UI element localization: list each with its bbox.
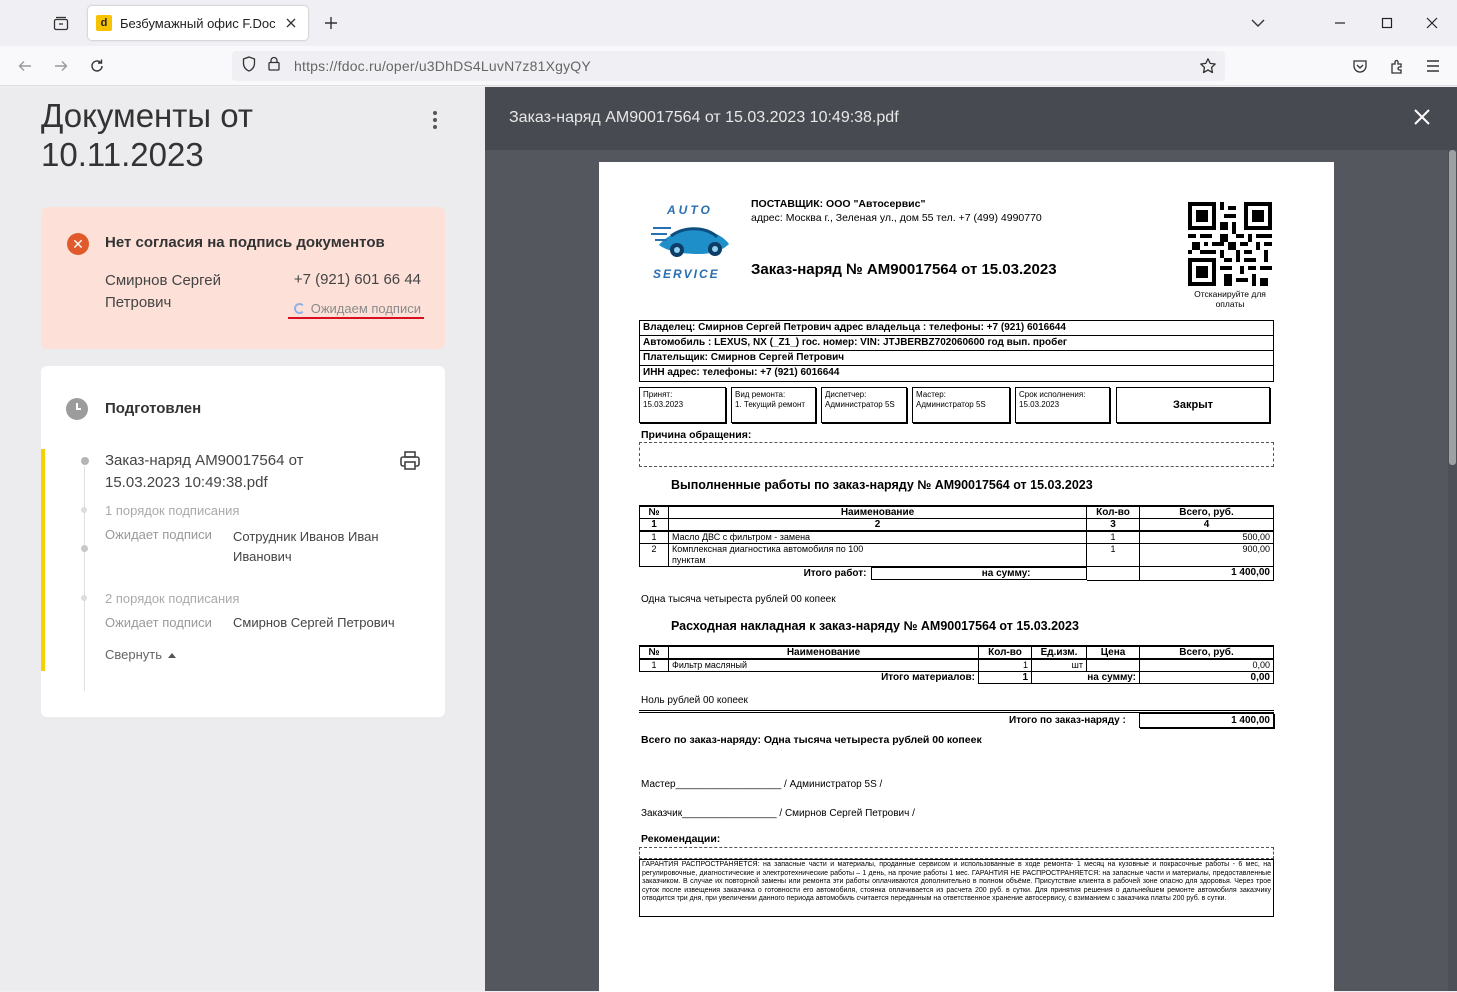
- scrollbar-thumb[interactable]: [1449, 150, 1456, 465]
- active-marker: [41, 449, 45, 671]
- collapse-button[interactable]: [105, 647, 176, 662]
- order1-dot: [81, 507, 87, 513]
- signing-card: [41, 366, 445, 717]
- card-status: Подготовлен: [105, 400, 202, 417]
- works-table: № Наименование Кол-во Всего, руб. 1 2 3 4 1 Масло ДВС с фильтром - замена 1 500,00 2 Комплексная диагностика автомобиля по 100 пунктам 1 900,00 Итого работ: на сумму: 1 400,00: [639, 505, 1274, 581]
- consent-alert: [41, 207, 445, 349]
- page-title: Документы от 10.11.2023: [41, 97, 254, 173]
- doc-address: адрес: Москва г., Зеленая ул., дом 55 тел. +7 (499) 4990770: [751, 212, 1042, 224]
- order2-dot: [81, 595, 87, 601]
- alert-title: Нет согласия на подпись документов: [105, 234, 385, 251]
- info-box-dispatcher: Диспетчер: Администратор 5S: [821, 387, 907, 423]
- grand-total-words: Всего по заказ-наряду: Одна тысяча четыреста рублей 00 копеек: [641, 734, 982, 746]
- table-row: 1 Масло ДВС с фильтром - замена 1 500,00: [640, 531, 1274, 544]
- doc-title: Заказ-наряд № АМ90017564 от 15.03.2023: [751, 261, 1057, 278]
- menu-icon[interactable]: [1421, 54, 1445, 78]
- viewer-header: [485, 87, 1457, 150]
- qr-code-icon: [1188, 202, 1272, 286]
- url-text[interactable]: https://fdoc.ru/oper/u3DhDS4LuvN7z81XgyQY: [294, 58, 591, 74]
- materials-title: Расходная накладная к заказ-наряду № АМ90017564 от 15.03.2023: [671, 619, 1079, 633]
- extensions-icon[interactable]: [1385, 54, 1409, 78]
- forward-icon[interactable]: [49, 54, 73, 78]
- browser-tab[interactable]: [88, 6, 308, 40]
- viewer-title: Заказ-наряд АМ90017564 от 15.03.2023 10:49:38.pdf: [509, 109, 899, 126]
- collapse-label: Свернуть: [105, 647, 163, 662]
- works-total-words: Одна тысяча четыреста рублей 00 копеек: [641, 594, 836, 605]
- print-icon[interactable]: [399, 450, 423, 474]
- svg-text:AUTO: AUTO: [667, 203, 713, 217]
- alert-person-name: Смирнов Сергей Петрович: [105, 272, 222, 311]
- back-icon[interactable]: [13, 54, 37, 78]
- doc-supplier: ПОСТАВЩИК: ООО "Автосервис": [751, 198, 926, 210]
- customer-signature: Заказчик_________________ / Смирнов Сергей Петрович /: [641, 808, 915, 819]
- alert-status-text: Ожидаем подписи: [310, 301, 421, 316]
- maximize-icon[interactable]: [1374, 10, 1400, 36]
- signing-order-1: 1 порядок подписания: [105, 503, 240, 518]
- signer-2: Смирнов Сергей Петрович: [233, 615, 395, 630]
- doc-dot: [81, 457, 89, 465]
- info-box-closed: Закрыт: [1116, 387, 1270, 423]
- guarantee-text: ГАРАНТИЯ РАСПРОСТРАНЯЕТСЯ: на запасные части и материалы, проданные сервисом и использованные в ходе ремонта- 1 месяц на кузовные и покрасочные работы - 6 мес, на регулировочные, диагностические и электротехнические работы – 1 день, на прочие работы 1 мес. ГАРАНТИЯ НЕ РАСПРОСТРАНЯЕТСЯ: на запасные части и материалы, предоставленные заказчиком. В случае их повторной замены или ремонта эти работы оплачиваются дополнительно в полном объёме. Присутствие клиента в рабочей зоне опасно для здоровья. Через трое суток после извещения заказчика о готовности его автомобиля, стоянка оплачивается из расчета 200 руб. в сутки. Для принятия решения о дальнейшем ремонте автомобиля заказчику отводится три дня, при увеличении данного периода автомобиль считается переданным на ответственное хранение автосервису, с взиманием с заказчика платы 200 руб. в сутки.: [639, 859, 1274, 917]
- loading-spinner-icon: [294, 303, 305, 314]
- reason-label: Причина обращения:: [641, 429, 752, 441]
- tracking-shield-icon[interactable]: [242, 56, 256, 77]
- grand-total-label: Итого по заказ-наряду :: [1009, 715, 1126, 726]
- info-box-accepted: Принят: 15.03.2023: [639, 387, 726, 423]
- caret-up-icon: [168, 652, 176, 658]
- pdf-viewer: [485, 87, 1457, 991]
- close-tab-icon[interactable]: [282, 14, 300, 32]
- reason-box: [639, 442, 1274, 467]
- tab-title: Безбумажный офис F.Doc: [120, 15, 276, 31]
- owner-row: Владелец: Смирнов Сергей Петрович адрес владельца : телефоны: +7 (921) 6016644: [640, 321, 1273, 336]
- waiting-label-1: Ожидает подписи: [105, 527, 212, 542]
- close-window-icon[interactable]: [1419, 10, 1445, 36]
- inn-row: ИНН адрес: телефоны: +7 (921) 6016644: [643, 367, 840, 378]
- red-underline-annotation: [288, 317, 424, 319]
- browser-tab-bar: [0, 0, 1457, 46]
- qr-caption: Отсканируйте для оплаты: [1194, 289, 1266, 309]
- signer-1: Сотрудник Иванов Иван Иванович: [233, 529, 379, 564]
- error-icon: ✕: [67, 233, 89, 255]
- minimize-icon[interactable]: [1327, 10, 1353, 36]
- payer-row: Плательщик: Смирнов Сергей Петрович: [640, 351, 1273, 366]
- alert-phone: +7 (921) 601 66 44: [293, 271, 421, 288]
- svg-text:SERVICE: SERVICE: [653, 267, 720, 281]
- master-signature: Мастер___________________ / Администратор 5S /: [641, 779, 883, 790]
- bookmark-star-icon[interactable]: [1199, 57, 1217, 80]
- signing-order-2: 2 порядок подписания: [105, 591, 240, 606]
- materials-total-words: Ноль рублей 00 копеек: [641, 695, 748, 706]
- alert-status: [294, 301, 421, 316]
- pdf-page: [599, 162, 1334, 992]
- viewer-scrollbar[interactable]: [1448, 150, 1457, 991]
- timeline-line: [84, 466, 85, 691]
- autoservice-logo: [649, 200, 739, 282]
- grand-total-value: 1 400,00: [1139, 713, 1274, 728]
- new-tab-icon[interactable]: [320, 12, 342, 34]
- owner-block: [639, 320, 1274, 382]
- recommendations-box: [639, 847, 1274, 859]
- reload-icon[interactable]: [85, 54, 109, 78]
- info-box-deadline: Срок исполнения: 15.03.2023: [1015, 387, 1110, 423]
- favicon: d: [96, 15, 112, 31]
- info-boxes: [639, 387, 1274, 423]
- car-row: Автомобиль : LEXUS, NX (_Z1_) гос. номер: VIN: JTJBERBZ702060600 год вып. пробег: [640, 336, 1273, 351]
- tab-overflow-chevron-icon[interactable]: [1245, 10, 1271, 36]
- recommendations-label: Рекомендации:: [641, 833, 721, 845]
- table-row: 2 Комплексная диагностика автомобиля по 100 пунктам 1 900,00: [640, 544, 1274, 567]
- address-bar[interactable]: [232, 51, 1225, 81]
- pocket-icon[interactable]: [1348, 54, 1372, 78]
- table-row: 1 Фильтр масляный 1 шт 0,00: [640, 659, 1274, 672]
- document-link[interactable]: Заказ-наряд АМ90017564 от 15.03.2023 10:49:38.pdf: [105, 452, 304, 491]
- info-box-master: Мастер: Администратор 5S: [912, 387, 1010, 423]
- info-box-repair-type: Вид ремонта: 1. Текущий ремонт: [731, 387, 816, 423]
- timeline-dot: [81, 545, 88, 552]
- lock-icon[interactable]: [268, 56, 280, 76]
- close-viewer-icon[interactable]: [1413, 108, 1435, 130]
- clock-icon: [66, 398, 88, 420]
- more-options-icon[interactable]: [425, 108, 445, 132]
- browser-nav-bar: [0, 46, 1457, 86]
- materials-table: № Наименование Кол-во Ед.изм. Цена Всего, руб. 1 Фильтр масляный 1 шт 0,00 Итого материалов: 1 на сумму: 0,00: [639, 645, 1274, 684]
- waiting-label-2: Ожидает подписи: [105, 615, 212, 630]
- tab-list-icon[interactable]: [50, 12, 72, 34]
- works-title: Выполненные работы по заказ-наряду № АМ90017564 от 15.03.2023: [671, 478, 1093, 492]
